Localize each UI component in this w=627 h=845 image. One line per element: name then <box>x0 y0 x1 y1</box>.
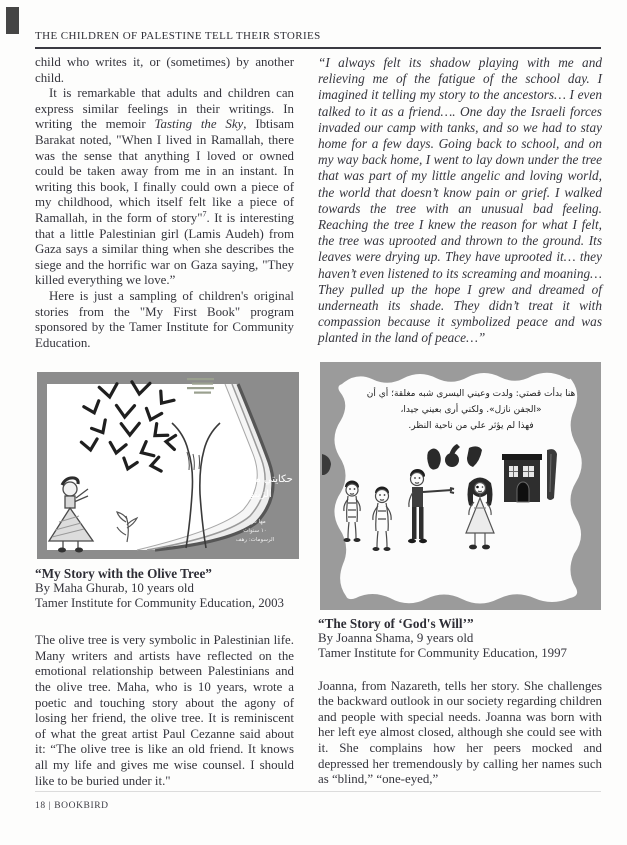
arabic-book-title: حكايتي مع شجرة الزيتون <box>221 474 293 501</box>
footer-rule <box>35 791 601 792</box>
page-corner-mark <box>6 7 19 34</box>
barakat-text-2: , Ibtisam Barakat noted, "When I lived in Ramallah, there was the sense that anything I loved or owned could be taken away from me in an instant. In writing this book, I finally could own a piece of my childhood, which itself felt like a piece of Ramallah, in the form of story" <box>35 117 294 225</box>
olive-tree-paragraph: The olive tree is very symbolic in Palestinian life. Many writers and artists have reflected on the emotional relationship between Palestinians and the olive tree. Maha, who is 10 years, wrote a poetic and touching story about the agony of losing her friend, the olive tree. It is reminiscent of what the great artist Paul Cezanne said about it: “The olive tree is like an old friend. It knows all my life and gives me wise counsel. I should like to be buried under it." <box>35 633 294 788</box>
joanna-paragraph: Joanna, from Nazareth, tells her story. She challenges the backward outlook in our society regarding children and people with special needs. Joanna was born with her left eye almost closed, although she could see with it. She complains how her peers mocked and depressed her tremendously by calling her names such as “blind,” “one-eyed,” <box>318 678 602 787</box>
story2-title: “The Story of ‘God's Will’” <box>318 615 474 631</box>
footnote-marker: 7 <box>202 209 207 219</box>
sampling-paragraph: Here is just a sampling of children's original stories from the "My First Book" program sponsored by the Tamer Institute for Community Education. <box>35 288 294 350</box>
arabic-book-credits: مها غراب ١٠ سنوات الرسومات: رهف <box>235 519 275 544</box>
page-number: 18 <box>35 801 46 811</box>
house-figure <box>502 454 542 502</box>
footer-separator: | <box>48 801 52 811</box>
running-header-title: THE CHILDREN OF PALESTINE TELL THEIR STORIES <box>35 30 321 42</box>
child-story-quote: “I always felt its shadow playing with me and relieving me of the fatigue of the school day. I imagined it telling my story to the ancestors… I even talked to it as a friend…. One day the Israeli forces invaded our camp with tanks, and so we had to stay home for a few days. Going back to school, and on my way back home, I went to lay down under the tree that was part of my little angelic and loving world, the world that doesn’t know pain or grief. I walked towards the tree with an unusual bad feeling. Reaching the tree I knew the reason for what I felt, the tree was uprooted and thrown to the ground. Its leaves were drying up. They have uprooted it… they haven’t even listened to its screaming and moaning… They pulled up the hope I grew and dreamed of underneath its shade. They didn’t treat it with compassion because it symbolized peace and was planted in the land of peace…” <box>318 55 602 346</box>
book-title-tasting-the-sky: Tasting the Sky <box>154 117 244 132</box>
olive-tree-book-cover-image <box>37 372 299 559</box>
left-column <box>35 55 294 789</box>
barakat-text-1: It is remarkable that adults and children can express similar feelings in their writings. In writing the memoir <box>35 86 294 132</box>
story1-caption <box>35 566 294 611</box>
story1-title: “My Story with the Olive Tree” <box>35 566 212 582</box>
intro-paragraph: child who writes it, or (sometimes) by another child. <box>35 55 294 85</box>
story2-byline: By Joanna Shama, 9 years old <box>318 630 474 645</box>
header-rule <box>35 47 601 49</box>
story1-byline: By Maha Ghurab, 10 years old <box>35 581 194 596</box>
right-column <box>318 55 602 788</box>
journal-name: BOOKBIRD <box>54 801 109 811</box>
gods-will-drawing-image <box>320 362 601 610</box>
story2-caption <box>318 616 602 661</box>
arabic-story-text: هنا بدأت قصتي: ولدت وعيني اليسرى شبه مغلقة؛ أي أن «الجفن نازل». ولكني أرى بعيني جيدا، فهذا لم يؤثر علي من ناحية النظر. <box>366 388 576 431</box>
footer <box>35 801 112 811</box>
barakat-text-3: . It is interesting that a little Palestinian girl (Lamis Audeh) from Gaza says a similar thing when she describes the siege and the horrific war on Gaza saying, "They killed everything we love.” <box>35 210 294 288</box>
story1-publisher: Tamer Institute for Community Education, 2003 <box>35 596 284 611</box>
story2-publisher: Tamer Institute for Community Education, 1997 <box>318 645 567 660</box>
barakat-paragraph <box>35 86 294 289</box>
